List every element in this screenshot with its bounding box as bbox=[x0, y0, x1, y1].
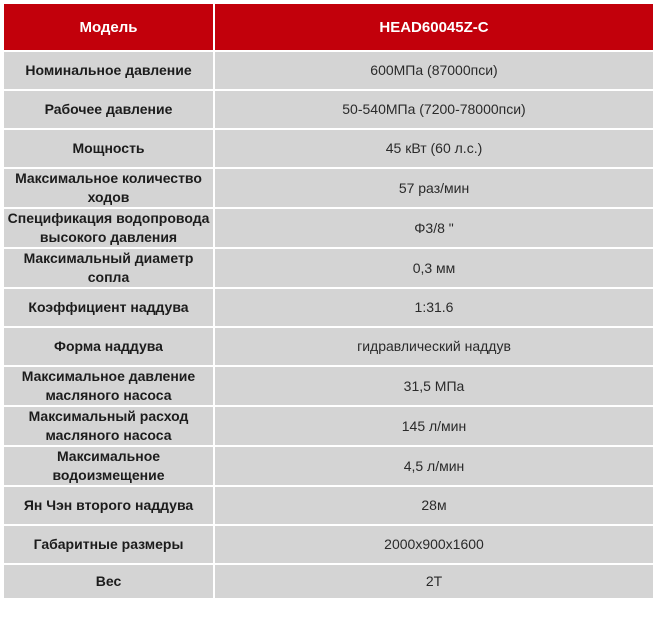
row-label: Номинальное давление bbox=[4, 52, 213, 89]
row-label: Мощность bbox=[4, 130, 213, 167]
table-row bbox=[4, 289, 653, 326]
row-label: Максимальный диаметр сопла bbox=[4, 249, 213, 287]
row-label: Максимальное водоизмещение bbox=[4, 447, 213, 485]
header-model-value: HEAD60045Z-C bbox=[215, 4, 653, 50]
row-value: 145 л/мин bbox=[215, 407, 653, 445]
spec-table bbox=[2, 2, 655, 600]
table-row bbox=[4, 91, 653, 128]
row-value: 31,5 МПа bbox=[215, 367, 653, 405]
row-label: Спецификация водопровода высокого давления bbox=[4, 209, 213, 247]
row-label: Рабочее давление bbox=[4, 91, 213, 128]
table-row bbox=[4, 487, 653, 524]
row-value: 2T bbox=[215, 565, 653, 598]
row-value: 600МПа (87000пси) bbox=[215, 52, 653, 89]
table-row bbox=[4, 447, 653, 485]
row-label: Коэффициент наддува bbox=[4, 289, 213, 326]
row-value: 4,5 л/мин bbox=[215, 447, 653, 485]
row-label: Максимальное давление масляного насоса bbox=[4, 367, 213, 405]
table-header bbox=[4, 4, 653, 50]
row-label: Вес bbox=[4, 565, 213, 598]
table-row bbox=[4, 209, 653, 247]
row-value: 57 раз/мин bbox=[215, 169, 653, 207]
row-label: Максимальное количество ходов bbox=[4, 169, 213, 207]
row-value: 50-540МПа (7200-78000пси) bbox=[215, 91, 653, 128]
table-row bbox=[4, 328, 653, 365]
table-body bbox=[4, 52, 653, 598]
row-value: 45 кВт (60 л.с.) bbox=[215, 130, 653, 167]
row-label: Ян Чэн второго наддува bbox=[4, 487, 213, 524]
row-value: 2000x900x1600 bbox=[215, 526, 653, 563]
table-row bbox=[4, 526, 653, 563]
row-label: Форма наддува bbox=[4, 328, 213, 365]
table-row bbox=[4, 130, 653, 167]
row-value: 0,3 мм bbox=[215, 249, 653, 287]
table-row bbox=[4, 169, 653, 207]
row-label: Максимальный расход масляного насоса bbox=[4, 407, 213, 445]
row-value: гидравлический наддув bbox=[215, 328, 653, 365]
row-value: Φ3/8 " bbox=[215, 209, 653, 247]
table-row bbox=[4, 249, 653, 287]
header-row bbox=[4, 4, 653, 50]
table-row bbox=[4, 565, 653, 598]
header-model-label: Модель bbox=[4, 4, 213, 50]
table-row bbox=[4, 52, 653, 89]
table-row bbox=[4, 407, 653, 445]
row-label: Габаритные размеры bbox=[4, 526, 213, 563]
table-row bbox=[4, 367, 653, 405]
row-value: 1:31.6 bbox=[215, 289, 653, 326]
row-value: 28м bbox=[215, 487, 653, 524]
